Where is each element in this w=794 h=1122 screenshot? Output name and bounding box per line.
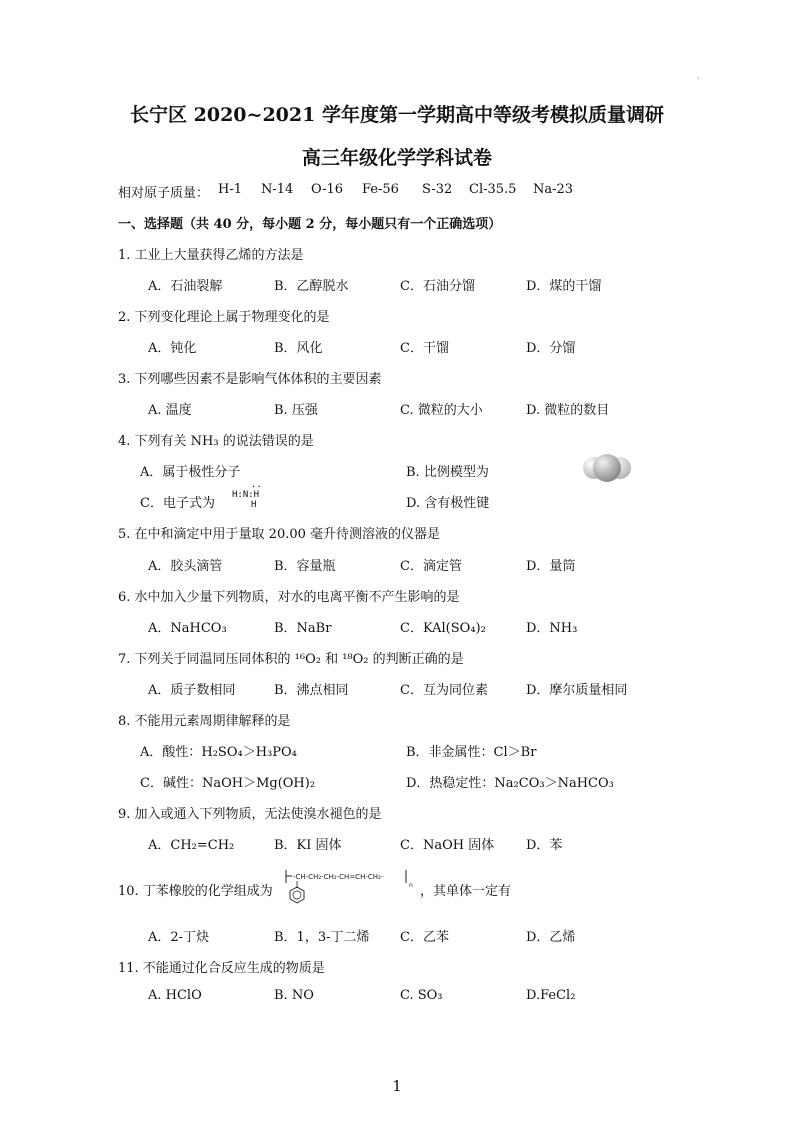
exam-subtitle: 高三年级化学学科试卷	[301, 147, 492, 169]
question-2-option-c: C．干馏	[400, 341, 449, 356]
exam-title: 长宁区 2020~2021 学年度第一学期高中等级考模拟质量调研	[130, 104, 664, 126]
nitrogen-sphere	[593, 454, 621, 482]
question-10-option-b: B．1，3-丁二烯	[274, 930, 370, 945]
benzene-ring-icon	[290, 887, 304, 903]
question-2-stem: 2. 下列变化理论上属于物理变化的是	[118, 310, 330, 325]
question-6-option-b: B．NaBr	[274, 621, 332, 636]
question-5-option-d: D．量筒	[526, 559, 576, 574]
question-1-option-d: D．煤的干馏	[526, 279, 602, 294]
atomic-mass-n: N-14	[261, 182, 294, 197]
question-1-option-b: B．乙醇脱水	[274, 279, 349, 294]
question-11-stem: 11. 不能通过化合反应生成的物质是	[118, 961, 325, 976]
question-2-option-a: A．钝化	[148, 341, 197, 356]
question-6-stem: 6. 水中加入少量下列物质，对水的电离平衡不产生影响的是	[118, 590, 460, 605]
question-10-stem-end: ，其单体一定有	[420, 884, 512, 899]
question-9-option-a: A．CH₂=CH₂	[148, 838, 235, 853]
question-8-option-d: D．热稳定性：Na₂CO₃＞NaHCO₃	[406, 776, 614, 791]
question-9-option-d: D．苯	[526, 838, 563, 853]
question-9-option-c: C．NaOH 固体	[400, 838, 495, 853]
question-3-option-a: A. 温度	[148, 403, 192, 418]
styrene-butadiene-polymer-formula	[283, 867, 419, 909]
electron-formula-top: ..	[251, 480, 262, 490]
nh3-space-filling-model	[580, 451, 634, 485]
question-7-stem: 7. 下列关于同温同压同体积的 ¹⁶O₂ 和 ¹⁸O₂ 的判断正确的是	[118, 652, 464, 667]
question-10-stem-start: 10. 丁苯橡胶的化学组成为	[118, 884, 273, 899]
question-6-option-c: C．KAl(SO₄)₂	[400, 621, 486, 636]
question-11-option-b: B. NO	[274, 988, 314, 1003]
question-5-option-a: A．胶头滴管	[148, 559, 223, 574]
question-2-option-b: B．风化	[274, 341, 323, 356]
corner-mark: ·	[697, 74, 700, 83]
question-6-option-a: A．NaHCO₃	[148, 621, 227, 636]
page-number: 1	[392, 1077, 402, 1095]
atomic-mass-s: S-32	[422, 182, 453, 197]
electron-formula-bottom: H	[251, 500, 257, 510]
question-1-option-c: C．石油分馏	[400, 279, 475, 294]
question-3-option-d: D. 微粒的数目	[526, 403, 610, 418]
question-3-option-b: B. 压强	[274, 403, 318, 418]
question-4-option-d: D. 含有极性键	[406, 496, 490, 511]
question-7-option-c: C．互为同位素	[400, 683, 488, 698]
atomic-mass-na: Na-23	[533, 182, 574, 197]
atomic-mass-fe: Fe-56	[362, 182, 399, 197]
question-3-stem: 3. 下列哪些因素不是影响气体体积的主要因素	[118, 372, 382, 387]
question-1-stem: 1. 工业上大量获得乙烯的方法是	[118, 248, 304, 263]
question-10-option-d: D．乙烯	[526, 930, 576, 945]
atomic-mass-h: H-1	[218, 182, 243, 197]
question-11-option-c: C. SO₃	[400, 988, 443, 1003]
question-8-stem: 8. 不能用元素周期律解释的是	[118, 714, 291, 729]
atomic-mass-o: O-16	[311, 182, 344, 197]
nh3-electron-formula	[232, 480, 262, 510]
question-6-option-d: D．NH₃	[526, 621, 578, 636]
atomic-mass-label: 相对原子质量：	[118, 186, 210, 201]
question-8-option-b: B．非金属性：Cl＞Br	[406, 745, 537, 760]
question-4-option-a: A．属于极性分子	[140, 465, 241, 480]
question-10-option-a: A．2-丁炔	[148, 930, 210, 945]
question-11-option-a: A. HClO	[148, 988, 202, 1003]
question-11-option-d: D.FeCl₂	[526, 988, 576, 1003]
atomic-mass-cl: Cl-35.5	[469, 182, 517, 197]
question-5-option-c: C．滴定管	[400, 559, 462, 574]
polymer-chain-text: -CH-CH₂-CH₂-CH=CH-CH₂-	[293, 873, 384, 881]
question-10-option-c: C．乙苯	[400, 930, 449, 945]
question-9-option-b: B．KI 固体	[274, 838, 342, 853]
question-7-option-d: D．摩尔质量相同	[526, 683, 628, 698]
question-2-option-d: D．分馏	[526, 341, 576, 356]
polymer-n-label: n	[409, 882, 413, 889]
question-9-stem: 9. 加入或通入下列物质，无法使溴水褪色的是	[118, 807, 382, 822]
question-7-option-b: B．沸点相同	[274, 683, 349, 698]
section-title: 一、选择题（共 40 分，每小题 2 分，每小题只有一个正确选项）	[118, 217, 502, 232]
question-1-option-a: A．石油裂解	[148, 279, 223, 294]
question-4-option-c: C．电子式为	[140, 496, 215, 511]
question-8-option-c: C．碱性：NaOH＞Mg(OH)₂	[140, 776, 316, 791]
question-3-option-c: C. 微粒的大小	[400, 403, 483, 418]
question-4-option-b: B. 比例模型为	[406, 465, 489, 480]
question-5-option-b: B．容量瓶	[274, 559, 336, 574]
question-5-stem: 5. 在中和滴定中用于量取 20.00 毫升待测溶液的仪器是	[118, 527, 441, 542]
question-7-option-a: A．质子数相同	[148, 683, 236, 698]
electron-formula-middle: H:N:H	[232, 490, 260, 500]
question-4-stem: 4. 下列有关 NH₃ 的说法错误的是	[118, 434, 314, 449]
question-8-option-a: A．酸性：H₂SO₄＞H₃PO₄	[140, 745, 297, 760]
